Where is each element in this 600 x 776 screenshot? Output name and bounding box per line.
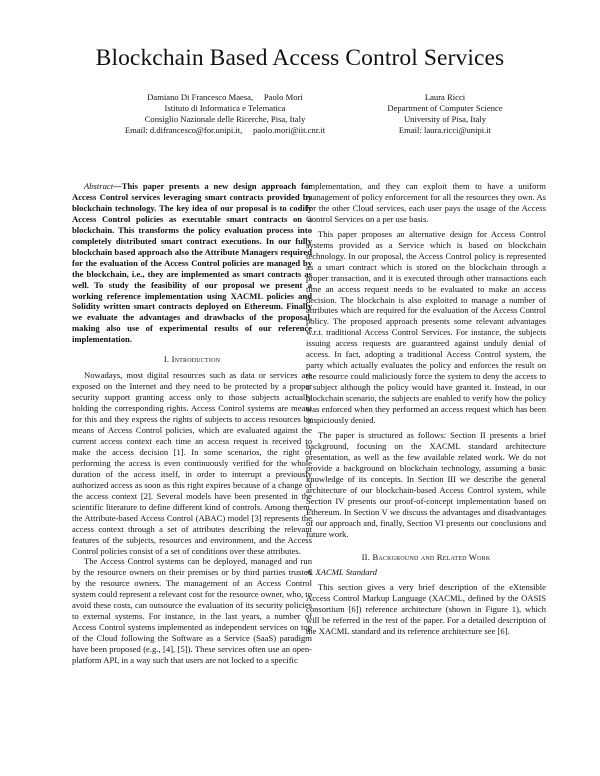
paragraph: This section gives a very brief description of the eXtensible Access Control Markup Language (XACML, defined by the OASIS consortium [6]) reference architecture (shown in Figure 1), which will be referred in the rest of the paper. For a detailed description of the XACML standard and its reference architecture see [6]. xyxy=(306,582,546,637)
paper-title: Blockchain Based Access Control Services xyxy=(95,45,505,71)
abstract-label: Abstract xyxy=(84,181,114,191)
section-heading-introduction: I. Introduction xyxy=(163,354,221,365)
left-column xyxy=(72,181,312,666)
paragraph: This paper proposes an alternative design for Access Control systems provided as a Service which is based on blockchain technology. In our proposal, the Access Control policy is represented as a smart contract which is stored on the blockchain through a proper transaction, and it is executed through other transactions each time an access request needs to be evaluated to make an access decision. The blockchain is also exploited to manage a number of attributes which are required for the evaluation of the Access Control policy. The proposed approach presents some relevant advantages w.r.t. traditional Access Control Services. For instance, the subjects issuing access requests are guaranteed against unduly denial of access. In fact, adopting a traditional Access Control system, the party which actually evaluates the policy and enforces the result on the resource could maliciously force the system to deny the access to a subject although the policy would have granted it. Instead, in our blockchain scenario, the subjects are enabled to verify how the policy was enforced when they performed an access request which has been suspiciously denied. xyxy=(306,228,546,426)
author-block-2 xyxy=(345,92,545,136)
abstract-text: —This paper presents a new design approach for Access Control services leveraging smart contracts provided by blockchain technology. The key idea of our proposal is to codify Access Control policies as executable smart contracts on a blockchain. This transforms the policy evaluation process into completely distributed smart contract executions. In our fully blockchain based approach also the Attribute Managers required for the evaluation of the Access Control policies are managed by the blockchain, i.e., they are implemented as smart contracts as well. To study the feasibility of our proposal we present a working reference implementation using XACML policies and Solidity written smart contracts deployed on Ethereum. Finally we evaluate the advantages and drawbacks of the proposal, making also use of experimental results of our reference implementation. xyxy=(72,181,312,345)
author-names: Laura Ricci xyxy=(424,92,466,102)
paragraph: Nowadays, most digital resources such as data or services are exposed on the Internet and they need to be protected by a proper security support granting access only to those subjects actually holding the corresponding rights. Access Control systems are meant for this and they express the rights of subjects to access resources by means of Access Control policies, which are evaluated against the current access context each time an access request is received to make the access decision [1]. In some scenarios, the right of performing the access is even continuously verified for the whole duration of the access itself, in order to interrupt a previously authorized access as soon as this right expires because of a change of the access context [2]. Several models have been presented in the scientific literature to define different kind of controls. Among them, the Attribute-based Access Control (ABAC) model [3] represents the access context through a set of attributes describing the relevant features of the subjects, resources and environment, and the Access Control policies consist of a set of conditions over these attributes. xyxy=(72,370,312,556)
author-names: Damiano Di Francesco Maesa, Paolo Mori xyxy=(147,92,303,102)
author-email: Email: laura.ricci@unipi.it xyxy=(398,124,492,135)
author-affiliation: Istituto di Informatica e Telematica xyxy=(164,102,286,113)
right-column xyxy=(306,181,546,637)
author-block-1 xyxy=(80,92,370,136)
author-affiliation: University of Pisa, Italy xyxy=(403,113,487,124)
subsection-heading-xacml: A. XACML Standard xyxy=(306,567,377,578)
paragraph: The paper is structured as follows: Section II presents a brief background, focusing on the XACML standard architecture presentation, as well as the few available related work. We do not provide a background on blockchain technology, assuming a basic knowledge of its concepts. In Section III we describe the general architecture of our blockchain-based Access Control system, while Section IV presents our proof-of-concept implementation based on Ethereum. In Section V we discuss the advantages and disadvantages of our approach and, finally, Section VI presents our conclusions and future work. xyxy=(306,429,546,539)
author-affiliation: Department of Computer Science xyxy=(387,102,503,113)
section-heading-background: II. Background and Related Work xyxy=(361,551,491,562)
paragraph: implementation, and they can exploit them to have a uniform management of policy enforcement for all the resources they own. As for the other Cloud services, each user pays the usage of the Access Control Services on a per use basis. xyxy=(306,181,546,224)
abstract xyxy=(72,181,312,345)
paragraph: The Access Control systems can be deployed, managed and run by the resource owners on their premises or by third parties trusted by the resource owners. The management of an Access Control system could represent a relevant cost for the resource owner, who, to avoid these costs, can outsource the evaluation of its security policies to external systems. For instance, in the last years, a number of Access Control systems implemented as independent services on top of the Cloud following the Software as a Service (SaaS) paradigm have been proposed (e.g., [4], [5]). These services often use an open-platform API, in a way such that users are not locked to a specific xyxy=(72,556,312,666)
author-affiliation: Consiglio Nazionale delle Ricerche, Pisa, Italy xyxy=(144,113,306,124)
author-email: Email: d.difrancesco@for.unipi.it, paolo.mori@iit.cnr.it xyxy=(124,124,326,135)
